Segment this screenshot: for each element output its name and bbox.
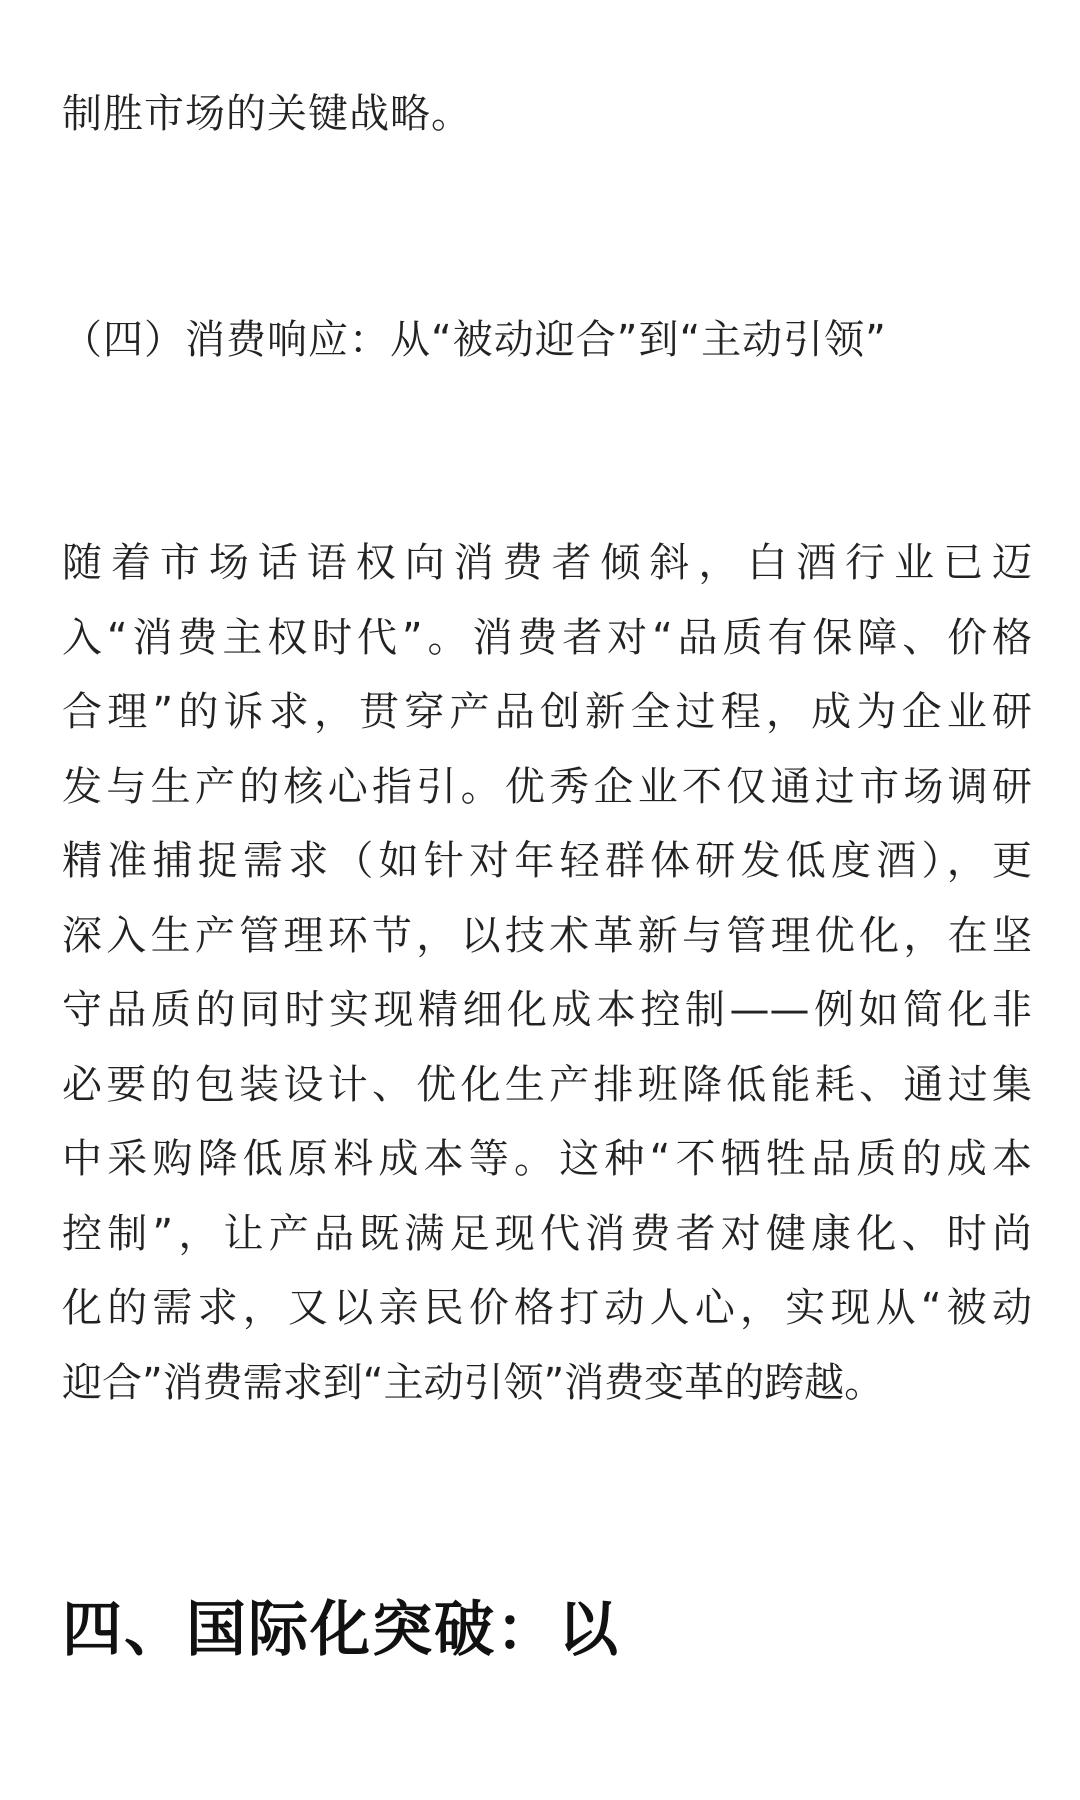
paragraph-line: 深入生产管理环节，以技术革新与管理优化，在坚 (62, 912, 1032, 959)
paragraph-line: 迎合”消费需求到“主动引领”消费变革的跨越。 (62, 1359, 885, 1406)
previous-paragraph-tail: 制胜市场的关键战略。 (62, 91, 472, 137)
paragraph-line: 合理”的诉求，贯穿产品创新全过程，成为企业研 (62, 689, 1032, 735)
section-heading: 四、国际化突破：以 (62, 1595, 620, 1665)
paragraph-line: 必要的包装设计、优化生产排班降低能耗、通过集 (62, 1061, 1032, 1108)
paragraph-line: 控制”，让产品既满足现代消费者对健康化、时尚 (62, 1210, 1032, 1257)
paragraph-line: 随着市场话语权向消费者倾斜，白酒行业已迈 (62, 540, 1032, 586)
paragraph-line: 发与生产的核心指引。优秀企业不仅通过市场调研 (62, 763, 1032, 810)
paragraph-line: 精准捕捉需求（如针对年轻群体研发低度酒），更 (62, 838, 1032, 884)
paragraph-line: 中采购降低原料成本等。这种“不牺牲品质的成本 (62, 1136, 1032, 1182)
paragraph-line: 入“消费主权时代”。消费者对“品质有保障、价格 (62, 614, 1032, 661)
paragraph-line: 化的需求，又以亲民价格打动人心，实现从“被动 (62, 1285, 1032, 1331)
paragraph-line: 守品质的同时实现精细化成本控制——例如简化非 (62, 987, 1032, 1033)
body-paragraph (62, 526, 1032, 1420)
subsection-heading: （四）消费响应：从“被动迎合”到“主动引领” (62, 317, 887, 363)
